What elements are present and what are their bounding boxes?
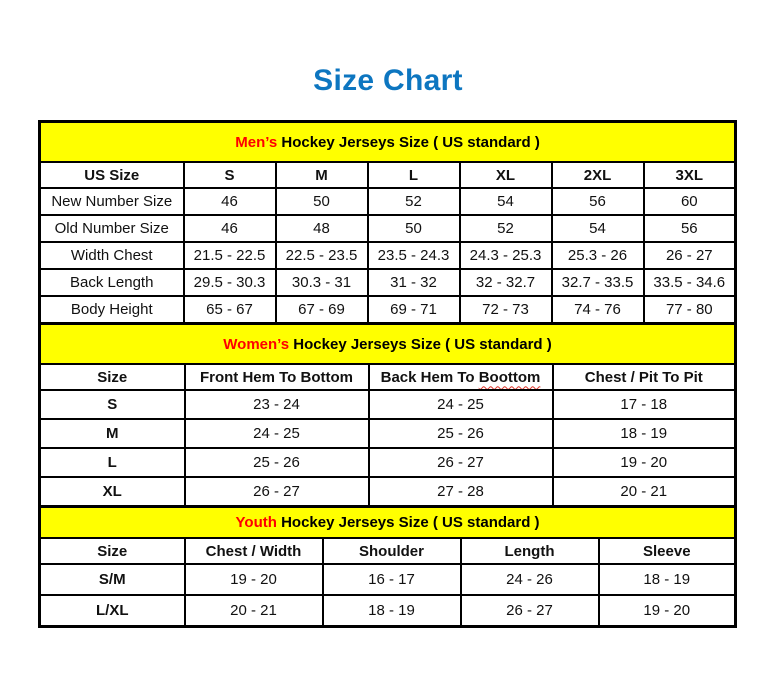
row-label: S [40,390,185,419]
table-row [40,296,736,324]
table-cell: 56 [552,188,644,215]
column-header: US Size [40,162,184,188]
misspelled-word: Boottom [478,368,541,386]
table-cell: 33.5 - 34.6 [644,269,736,296]
table-cell: 26 - 27 [185,477,369,507]
table-cell: 18 - 19 [323,595,461,627]
column-header: Shoulder [323,538,461,564]
table-row [40,269,736,296]
column-header: 3XL [644,162,736,188]
table-cell: 46 [184,188,276,215]
table-cell: 69 - 71 [368,296,460,324]
table-cell: 18 - 19 [553,419,736,448]
table-cell: 21.5 - 22.5 [184,242,276,269]
table-cell: 20 - 21 [553,477,736,507]
table-cell: 72 - 73 [460,296,552,324]
row-label: Width Chest [40,242,184,269]
mens-size-table [38,120,737,325]
table-cell: 23 - 24 [185,390,369,419]
table-cell: 20 - 21 [185,595,323,627]
table-cell: 48 [276,215,368,242]
womens-header-row [40,364,736,390]
column-header-misspelled [369,364,553,390]
table-cell: 16 - 17 [323,564,461,595]
table-cell: 52 [460,215,552,242]
youth-size-table [38,505,737,628]
table-cell: 56 [644,215,736,242]
column-header: S [184,162,276,188]
table-row [40,215,736,242]
youth-banner-text: Hockey Jerseys Size ( US standard ) [276,514,540,531]
tables-container [38,120,734,628]
table-cell: 19 - 20 [553,448,736,477]
table-cell: 25 - 26 [185,448,369,477]
column-header: Sleeve [599,538,736,564]
table-cell: 77 - 80 [644,296,736,324]
table-row [40,595,736,627]
column-header: L [368,162,460,188]
table-cell: 65 - 67 [184,296,276,324]
womens-banner-text: Hockey Jerseys Size ( US standard ) [289,335,552,353]
table-row [40,477,736,507]
mens-banner-highlight: Men’s [235,133,278,151]
table-cell: 19 - 20 [185,564,323,595]
table-cell: 19 - 20 [599,595,736,627]
youth-header-row [40,538,736,564]
table-cell: 74 - 76 [552,296,644,324]
table-cell: 27 - 28 [369,477,553,507]
table-row [40,564,736,595]
table-cell: 24 - 25 [369,390,553,419]
row-label: S/M [40,564,185,595]
mens-section-banner [40,122,736,163]
table-cell: 26 - 27 [644,242,736,269]
table-cell: 24 - 25 [185,419,369,448]
column-header: 2XL [552,162,644,188]
table-cell: 67 - 69 [276,296,368,324]
row-label: XL [40,477,185,507]
table-cell: 24.3 - 25.3 [460,242,552,269]
table-cell: 54 [552,215,644,242]
column-header-text: Back Hem To [380,368,479,386]
table-cell: 22.5 - 23.5 [276,242,368,269]
row-label: Old Number Size [40,215,184,242]
womens-section-banner [40,324,736,365]
row-label: New Number Size [40,188,184,215]
table-row [40,242,736,269]
table-cell: 32 - 32.7 [460,269,552,296]
table-row [40,390,736,419]
table-cell: 23.5 - 24.3 [368,242,460,269]
column-header: Chest / Pit To Pit [553,364,736,390]
table-cell: 50 [368,215,460,242]
table-row [40,448,736,477]
row-label: L [40,448,185,477]
womens-banner-highlight: Women’s [223,335,290,353]
table-cell: 25 - 26 [369,419,553,448]
table-row [40,188,736,215]
table-cell: 46 [184,215,276,242]
table-cell: 26 - 27 [369,448,553,477]
column-header: Size [40,538,185,564]
table-cell: 17 - 18 [553,390,736,419]
mens-banner-text: Hockey Jerseys Size ( US standard ) [277,133,540,151]
youth-section-banner [40,507,736,539]
table-cell: 60 [644,188,736,215]
mens-banner-row [40,122,736,163]
column-header: Chest / Width [185,538,323,564]
youth-banner-row [40,507,736,539]
table-cell: 54 [460,188,552,215]
row-label: L/XL [40,595,185,627]
table-cell: 29.5 - 30.3 [184,269,276,296]
table-cell: 31 - 32 [368,269,460,296]
womens-size-table [38,322,737,508]
row-label: Back Length [40,269,184,296]
column-header: Length [461,538,599,564]
table-cell: 50 [276,188,368,215]
row-label: Body Height [40,296,184,324]
table-cell: 52 [368,188,460,215]
column-header: XL [460,162,552,188]
table-cell: 26 - 27 [461,595,599,627]
table-row [40,419,736,448]
table-cell: 32.7 - 33.5 [552,269,644,296]
column-header: Front Hem To Bottom [185,364,369,390]
table-cell: 25.3 - 26 [552,242,644,269]
table-cell: 24 - 26 [461,564,599,595]
page-title: Size Chart [313,64,463,97]
mens-header-row [40,162,736,188]
column-header: Size [40,364,185,390]
table-cell: 30.3 - 31 [276,269,368,296]
table-cell: 18 - 19 [599,564,736,595]
womens-banner-row [40,324,736,365]
column-header: M [276,162,368,188]
youth-banner-highlight: Youth [235,514,277,531]
row-label: M [40,419,185,448]
